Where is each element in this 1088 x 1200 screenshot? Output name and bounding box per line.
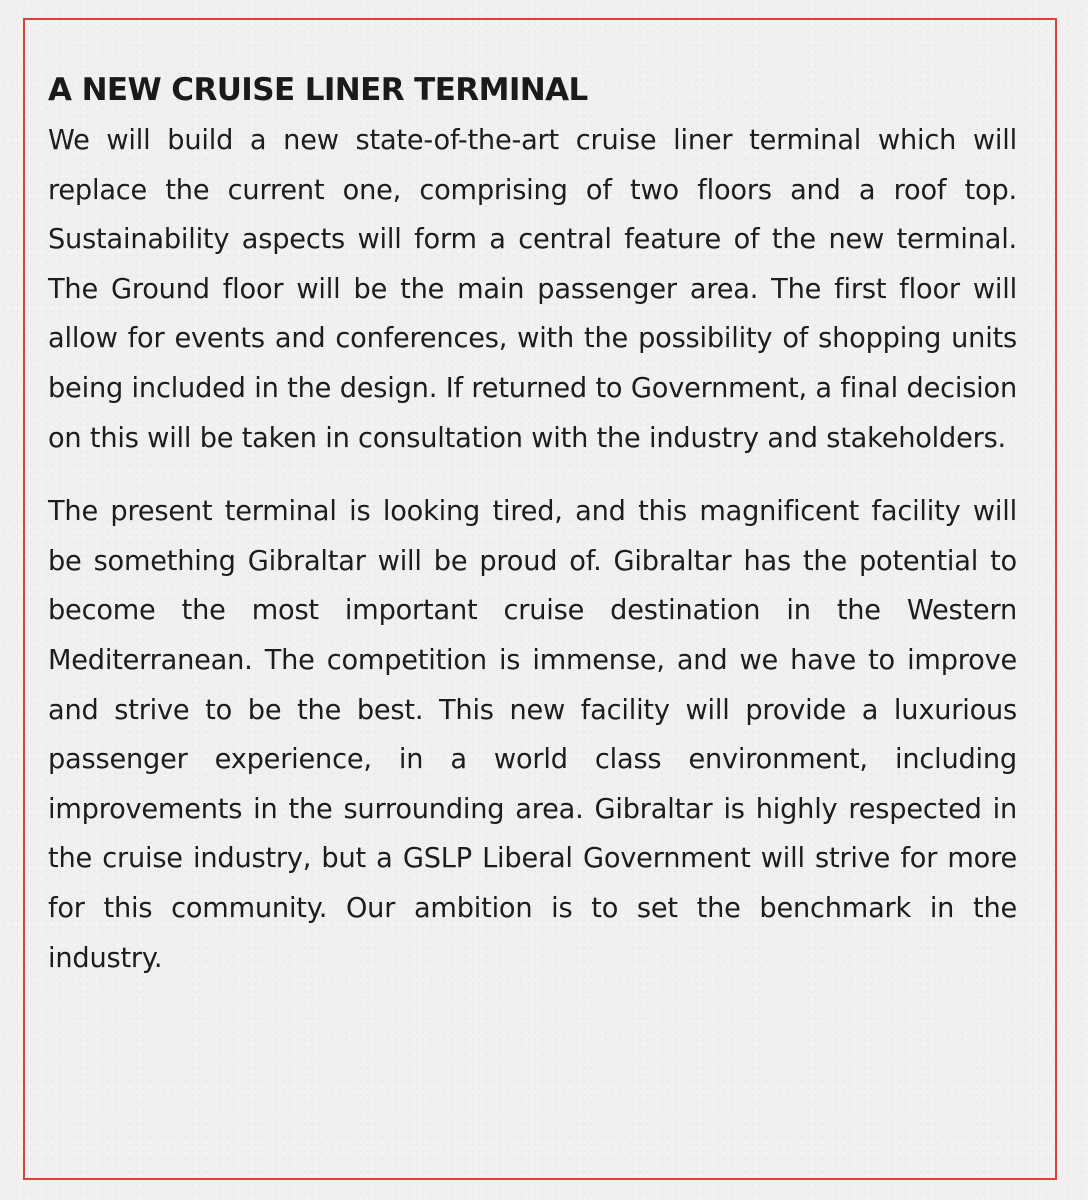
paragraph-2: The present terminal is looking tired, and this magnificent facility will be something Gibraltar will be proud of. Gibraltar has the potential to become the most important cruise destination in the Western Mediterranean. The competition is immense, and we have to improve and strive to be the best. This new facility will provide a luxurious passenger experience, in a world class environment, including improvements in the surrounding area. Gibraltar is highly respected in the cruise industry, but a GSLP Liberal Government will strive for more for this community. Our ambition is to set the benchmark in the industry.	[48, 496, 1017, 974]
manifesto-panel	[23, 18, 1057, 1180]
section-heading: A NEW CRUISE LINER TERMINAL	[48, 72, 588, 108]
paragraph-1: We will build a new state-of-the-art cruise liner terminal which will replace the current one, comprising of two floors and a roof top. Sustainability aspects will form a central feature of the new terminal. The Ground floor will be the main passenger area. The first floor will allow for events and conferences, with the possibility of shopping units being included in the design. If returned to Government, a final decision on this will be taken in consultation with the industry and stakeholders.	[48, 125, 1017, 454]
